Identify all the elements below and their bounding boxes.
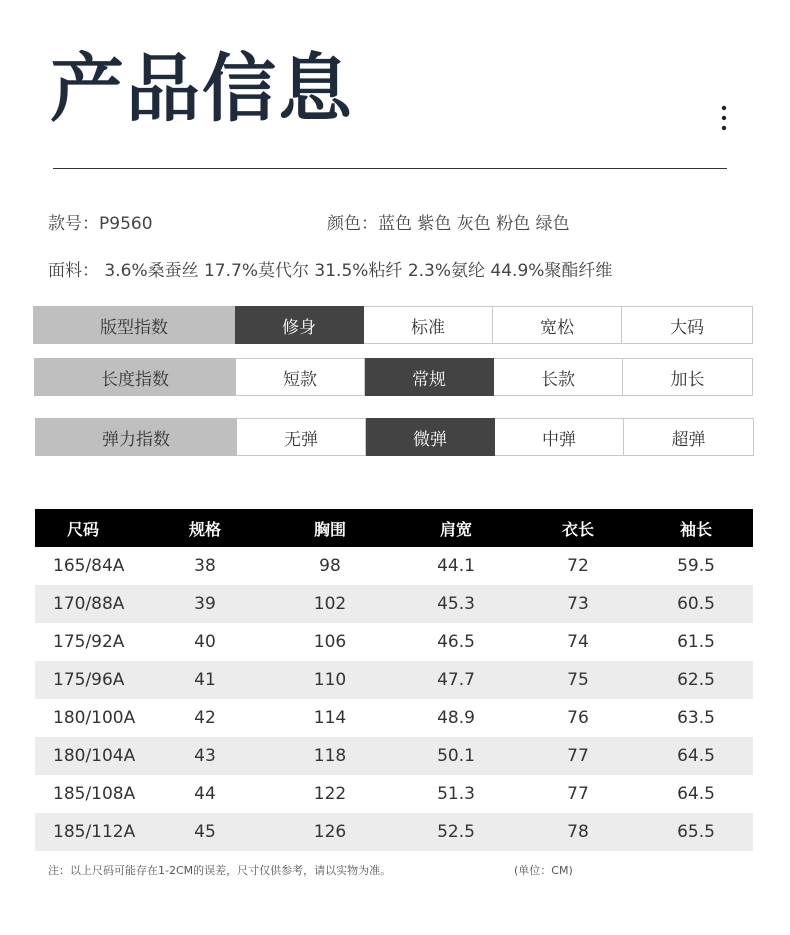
table-cell: 74 — [567, 632, 589, 652]
table-cell: 106 — [313, 632, 347, 652]
stretch-option[interactable]: 微弹 — [366, 418, 495, 456]
table-cell: 44.1 — [437, 556, 475, 576]
table-cell: 64.5 — [639, 737, 753, 775]
table-cell: 185/112A — [35, 813, 145, 851]
fit-option[interactable]: 标准 — [364, 306, 493, 344]
size-chart-table — [35, 509, 753, 851]
table-row — [35, 623, 753, 661]
table-cell: 52.5 — [395, 813, 517, 851]
table-cell: 77 — [517, 737, 639, 775]
table-cell: 78 — [517, 813, 639, 851]
length-option[interactable]: 短款 — [236, 358, 365, 396]
table-cell: 98 — [319, 556, 341, 576]
table-cell: 64.5 — [677, 784, 715, 804]
table-cell: 46.5 — [437, 632, 475, 652]
stretch-option[interactable]: 超弹 — [624, 418, 754, 456]
page-title: 产品信息 — [50, 46, 354, 132]
table-cell: 175/96A — [35, 661, 145, 699]
table-cell: 42 — [194, 708, 216, 728]
column-header: 衣长 — [517, 509, 639, 547]
measurement-note: 注：以上尺码可能存在1-2CM的误差，尺寸仅供参考，请以实物为准。 — [48, 864, 392, 877]
table-row — [35, 547, 753, 585]
table-cell: 72 — [567, 556, 589, 576]
length-option[interactable]: 长款 — [494, 358, 623, 396]
table-cell: 48.9 — [437, 708, 475, 728]
table-cell: 175/92A — [53, 632, 125, 652]
table-cell: 75 — [517, 661, 639, 699]
table-cell: 45 — [145, 813, 265, 851]
length-option[interactable]: 加长 — [623, 358, 753, 396]
table-cell: 40 — [194, 632, 216, 652]
table-header-row — [35, 509, 753, 547]
stretch-index-label: 弹力指数 — [35, 418, 237, 456]
table-cell: 180/104A — [35, 737, 145, 775]
table-cell: 60.5 — [639, 585, 753, 623]
table-cell: 170/88A — [35, 585, 145, 623]
table-cell: 62.5 — [639, 661, 753, 699]
table-cell: 41 — [145, 661, 265, 699]
length-index-row — [34, 358, 754, 396]
table-cell: 126 — [265, 813, 395, 851]
fit-option[interactable]: 修身 — [235, 306, 364, 344]
column-header: 规格 — [145, 509, 265, 547]
table-cell: 185/108A — [53, 784, 136, 804]
table-cell: 118 — [265, 737, 395, 775]
table-row — [35, 737, 753, 775]
table-cell: 110 — [265, 661, 395, 699]
table-cell: 65.5 — [639, 813, 753, 851]
length-option[interactable]: 常规 — [365, 358, 494, 396]
table-cell: 59.5 — [677, 556, 715, 576]
table-cell: 39 — [145, 585, 265, 623]
table-cell: 51.3 — [437, 784, 475, 804]
table-row — [35, 661, 753, 699]
table-cell: 180/100A — [53, 708, 136, 728]
length-index-label: 长度指数 — [34, 358, 236, 396]
fit-index-row — [33, 306, 753, 344]
table-row — [35, 699, 753, 737]
table-cell: 102 — [265, 585, 395, 623]
table-cell: 165/84A — [53, 556, 125, 576]
table-cell: 114 — [313, 708, 347, 728]
table-cell: 63.5 — [677, 708, 715, 728]
stretch-index-row — [35, 418, 755, 456]
fabric-composition: 面料： 3.6%桑蚕丝 17.7%莫代尔 31.5%粘纤 2.3%氨纶 44.9%聚酯纤维 — [48, 261, 613, 281]
column-header: 肩宽 — [395, 509, 517, 547]
title-divider — [53, 168, 727, 169]
table-cell: 61.5 — [677, 632, 715, 652]
table-row — [35, 775, 753, 813]
table-row — [35, 813, 753, 851]
stretch-option[interactable]: 中弹 — [495, 418, 624, 456]
table-cell: 50.1 — [395, 737, 517, 775]
stretch-option[interactable]: 无弹 — [237, 418, 366, 456]
table-cell: 122 — [313, 784, 347, 804]
table-cell: 43 — [145, 737, 265, 775]
fit-option[interactable]: 宽松 — [493, 306, 622, 344]
table-cell: 73 — [517, 585, 639, 623]
style-number: 款号：P9560 — [48, 214, 153, 234]
table-cell: 47.7 — [395, 661, 517, 699]
column-header: 胸围 — [265, 509, 395, 547]
table-row — [35, 585, 753, 623]
unit-label: (单位：CM) — [514, 864, 573, 877]
column-header: 袖长 — [639, 509, 753, 547]
column-header: 尺码 — [35, 509, 145, 547]
color-list: 颜色：蓝色 紫色 灰色 粉色 绿色 — [327, 214, 570, 234]
table-cell: 38 — [194, 556, 216, 576]
fit-option[interactable]: 大码 — [622, 306, 753, 344]
fit-index-label: 版型指数 — [33, 306, 235, 344]
more-vertical-icon[interactable] — [714, 104, 734, 134]
table-cell: 45.3 — [395, 585, 517, 623]
table-cell: 44 — [194, 784, 216, 804]
table-cell: 77 — [567, 784, 589, 804]
table-cell: 76 — [567, 708, 589, 728]
